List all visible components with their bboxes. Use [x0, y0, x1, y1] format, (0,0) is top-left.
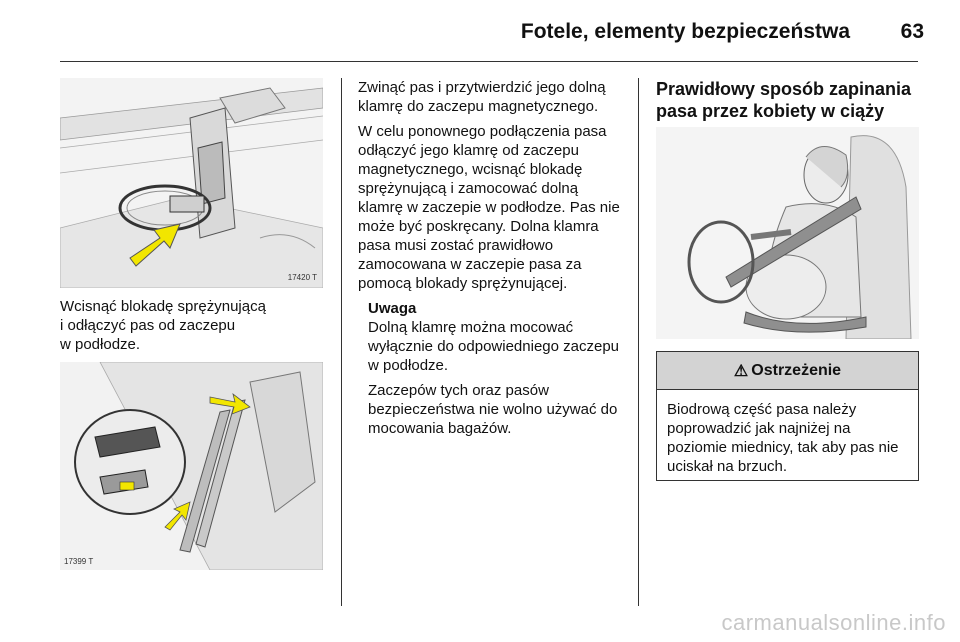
note-title: Uwaga — [368, 300, 417, 317]
page-number: 63 — [900, 20, 924, 43]
warning-box — [656, 351, 919, 481]
belt-buckle-release-illustration — [60, 78, 323, 288]
figure-code-1: 17420 T — [287, 273, 317, 282]
figure-1-caption: Wcisnąć blokadę sprężynującą i odłączyć pas od zaczepu w podłodze. — [60, 298, 266, 353]
page-header-title: Fotele, elementy bezpieczeństwa — [520, 20, 850, 43]
paragraph-stow-belt: Zwinąć pas i przytwierdzić jego dolną klamrę do zaczepu magnetycznego. — [358, 79, 606, 115]
note-paragraph-2: Zaczepów tych oraz pasów bezpieczeństwa nie wolno używać do mocowania bagażów. — [368, 382, 618, 437]
paragraph-reconnect-belt: W celu ponownego podłączenia pasa odłączyć jego klamrę od zaczepu magnetycznego, wcisnąć blokadę sprężynującą i zamocować dolną klamrę w zaczepie w podłodze. Pas nie może być poskręcany. Dolna klamra pasa musi zostać prawidłowo zamocowana w zaczepie pasa za pomocą blokady sprężynującej. — [358, 123, 620, 292]
note-paragraph-1: Dolną klamrę można mocować wyłącznie do odpowiedniego zaczepu w podłodze. — [368, 319, 620, 374]
column-divider-right — [638, 78, 639, 606]
belt-attachment-illustration — [60, 362, 323, 570]
note-block — [368, 299, 626, 438]
warning-triangle-icon: ⚠ — [733, 362, 749, 380]
figure-code-2: 17399 T — [64, 557, 94, 566]
watermark: carmanualsonline.info — [721, 610, 946, 635]
warning-title: Ostrzeżenie — [751, 361, 842, 379]
section-heading-pregnancy-belt: Prawidłowy sposób zapinania pasa przez kobiety w ciąży — [656, 79, 912, 121]
warning-text: Biodrową część pasa należy poprowadzić jak najniżej na poziomie miednicy, tak aby pas nie uciskał na brzuch. — [667, 401, 899, 475]
header-rule — [60, 61, 918, 62]
warning-header — [657, 352, 918, 390]
column-2-text — [358, 78, 626, 444]
column-divider-left — [341, 78, 342, 606]
pregnant-woman-seatbelt-illustration — [656, 127, 919, 339]
